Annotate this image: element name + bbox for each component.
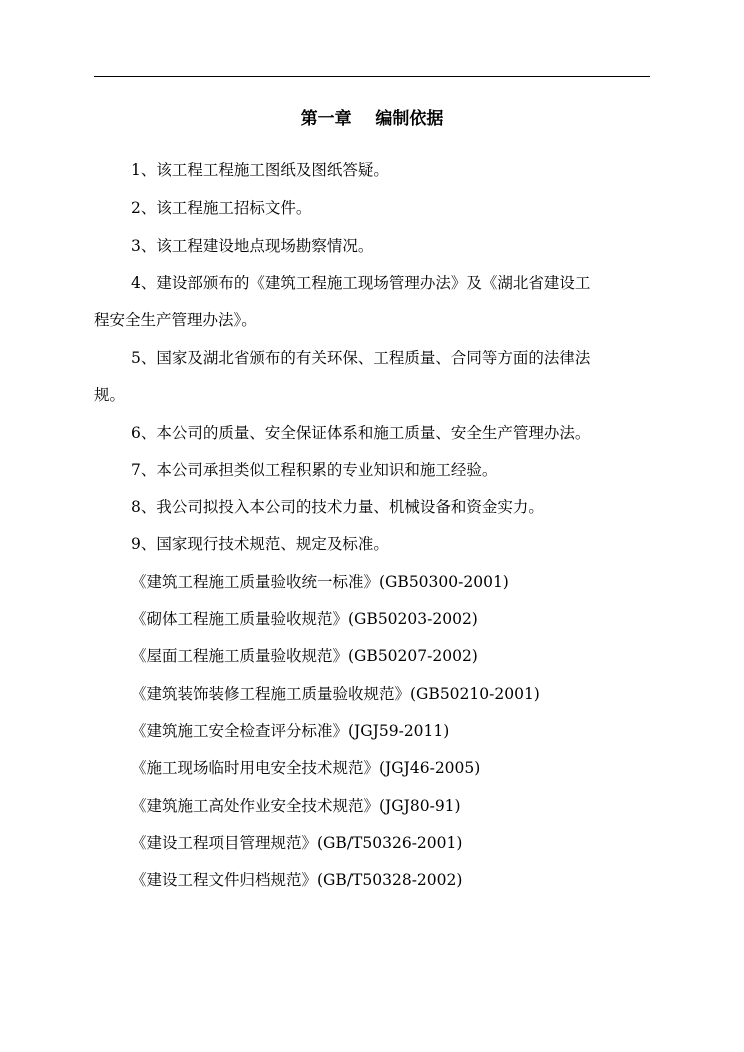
paragraph-line: 8、我公司拟投入本公司的技术力量、机械设备和资金实力。 [131, 498, 544, 516]
standard-item: 《施工现场临时用电安全技术规范》(JGJ46-2005) [131, 759, 481, 777]
paragraph-line: 4、建设部颁布的《建筑工程施工现场管理办法》及《湖北省建设工 [131, 274, 591, 292]
standard-item: 《建筑施工高处作业安全技术规范》(JGJ80-91) [131, 797, 461, 815]
paragraph-line: 9、国家现行技术规范、规定及标准。 [131, 535, 389, 553]
chapter-title: 第一章 编制依据 [300, 109, 444, 129]
paragraph-line: 1、该工程工程施工图纸及图纸答疑。 [131, 161, 389, 179]
header-rule [94, 76, 650, 77]
paragraph-line: 6、本公司的质量、安全保证体系和施工质量、安全生产管理办法。 [131, 424, 591, 442]
standard-item: 《建设工程文件归档规范》(GB/T50328-2002) [131, 871, 463, 889]
paragraph-line: 规。 [94, 386, 126, 404]
standard-item: 《建筑施工安全检查评分标准》(JGJ59-2011) [131, 722, 450, 740]
standard-item: 《砌体工程施工质量验收规范》(GB50203-2002) [131, 610, 478, 628]
paragraph-line: 5、国家及湖北省颁布的有关环保、工程质量、合同等方面的法律法 [131, 349, 591, 367]
standard-item: 《建设工程项目管理规范》(GB/T50326-2001) [131, 834, 463, 852]
standard-item: 《建筑装饰装修工程施工质量验收规范》(GB50210-2001) [131, 685, 540, 703]
paragraph-line: 程安全生产管理办法》。 [94, 311, 257, 329]
paragraph-line: 2、该工程施工招标文件。 [131, 199, 312, 217]
standard-item: 《建筑工程施工质量验收统一标准》(GB50300-2001) [131, 573, 509, 591]
standard-item: 《屋面工程施工质量验收规范》(GB50207-2002) [131, 647, 478, 665]
paragraph-line: 3、该工程建设地点现场勘察情况。 [131, 237, 374, 255]
paragraph-line: 7、本公司承担类似工程积累的专业知识和施工经验。 [131, 461, 498, 479]
